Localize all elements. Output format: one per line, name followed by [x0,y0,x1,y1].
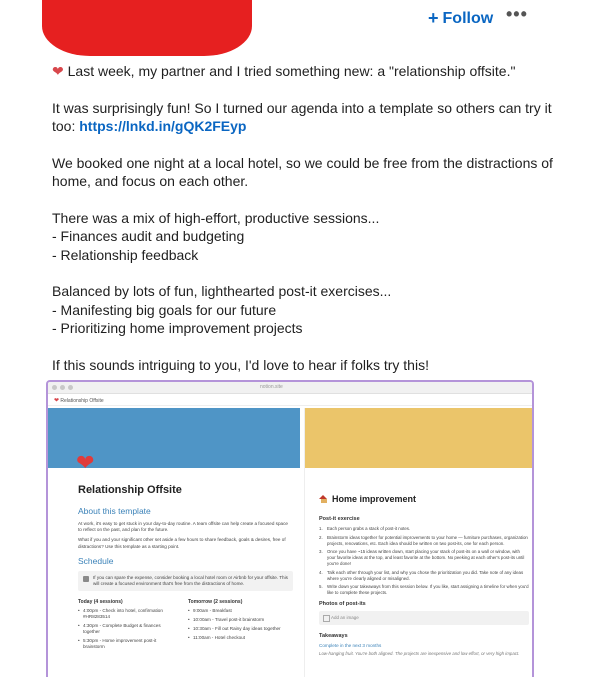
schedule-item: • 10:30am - Fill out Rainy day ideas together [188,626,288,632]
schedule-columns [78,599,293,653]
left-page [48,408,300,677]
window-controls [52,385,73,390]
post-paragraph-4 [52,209,572,265]
exercise-step: Brainstorm ideas together for potential improvements to your home — furniture purchases, organization projects, renovations, etc. Each idea should be written on two post-its, one for each person. [327,534,528,546]
post-list-item: - Manifesting big goals for our future [52,301,277,318]
embedded-screenshot[interactable] [46,380,534,677]
exercise-step: Each person grabs a stack of post-it notes. [327,526,411,531]
schedule-item: • 4:30pm - Complete Budget & finances together [78,623,178,635]
page-breadcrumb-label: Relationship Offsite [60,398,104,404]
info-icon [83,576,89,582]
schedule-item: • 11:00am - Hotel checkout [188,635,288,641]
exercise-step: Write down your takeaways from this session below. If you like, start assigning a timeline for when you'd like to complete these projects. [327,584,529,596]
post-text-1: Last week, my partner and I tried something new: a "relationship offsite." [63,63,516,79]
redacted-author-name [42,0,252,56]
about-paragraph: What if you and your significant other set aside a few hours to share feedback, goals & desires, free of distractions? Use this template as a starting point. [78,537,286,549]
exercise-heading: Post-it exercise [319,516,360,522]
post-paragraph-6: If this sounds intriguing to you, I'd love to hear if folks try this! [52,356,429,373]
post-list-item: - Prioritizing home improvement projects [52,320,303,336]
post-text-4-intro: There was a mix of high-effort, productive sessions... [52,209,380,226]
plus-icon: + [428,8,439,28]
callout-box [78,571,293,591]
post-text-2: It was surprisingly fun! So I turned our agenda into a template so others can try it too: [52,99,552,134]
page-breadcrumb [48,394,532,406]
callout-text: If you can spare the expense, consider booking a local hotel room or Airbnb for your offsite. This will create a focused environment that's free from the distractions of home. [93,574,288,586]
cover-image [305,408,532,468]
post-list-item: - Finances audit and budgeting [52,228,245,244]
template-link[interactable]: https://lnkd.in/gQK2FEyp [79,118,247,134]
url-bar: notion.site [260,384,283,390]
takeaway-subheading: Complete in the next 3 months [319,642,382,648]
heart-icon: ❤ [52,63,64,79]
schedule-item: • 10:00am - Travel post-it brainstorm [188,617,288,623]
post-text-5-intro: Balanced by lots of fun, lighthearted post-it exercises... [52,283,392,299]
add-image-button[interactable]: Add an image [319,611,529,625]
page-heart-icon: ❤ [76,450,95,475]
post-paragraph-2 [52,99,572,136]
browser-toolbar [48,382,532,394]
schedule-item: • 9:00am - Breakfast [188,608,288,614]
about-heading: About this template [78,506,151,516]
photos-heading: Photos of post-its [319,600,366,607]
takeaway-text: Low-hanging fruit. You're both aligned. The projects are inexpensive and low effort, or very high impact. [319,650,520,656]
exercise-step: Talk each other through your list, and why you chose the prioritization you did. Take note of any ideas where you're clearly aligned or misaligned. [327,569,524,581]
post-paragraph-1 [52,62,572,81]
post-paragraph-5 [52,282,572,338]
today-heading: Today (4 sessions) [78,598,123,605]
heart-icon: ❤ [54,398,60,404]
follow-label: Follow [442,9,494,27]
more-options-button[interactable]: ••• [506,4,528,24]
schedule-item: • 5:30pm - Home improvement post-it brainstorm [78,638,178,650]
post-paragraph-3: We booked one night at a local hotel, so we could be free from the distractions of home, and focus on each other. [52,154,553,189]
exercise-step: Once you have ~15 ideas written down, start placing your stack of post-its on a wall or window, with your favorite ideas at the top, and least favorite at the bottom. No peeking at each other's post-its until you're done! [327,549,525,566]
about-paragraph: At work, it's easy to get stuck in your day-to-day routine. A team offsite can help create a focused space to reflect on the past, and plan for the future. [78,521,288,533]
post-body [52,62,572,392]
right-page [304,408,532,677]
takeaways-heading: Takeaways [319,632,348,639]
post-list-item: - Relationship feedback [52,246,199,263]
home-improvement-title [319,494,529,504]
page-title: Relationship Offsite [78,484,182,496]
schedule-item: • 4:00pm - Check into hotel, confirmation #HR8283514 [78,608,178,620]
follow-button[interactable] [428,8,493,29]
schedule-heading: Schedule [78,555,114,566]
tomorrow-heading: Tomorrow (2 sessions) [188,598,243,605]
home-improvement-label: Home improvement [332,494,417,504]
house-icon [319,495,328,503]
